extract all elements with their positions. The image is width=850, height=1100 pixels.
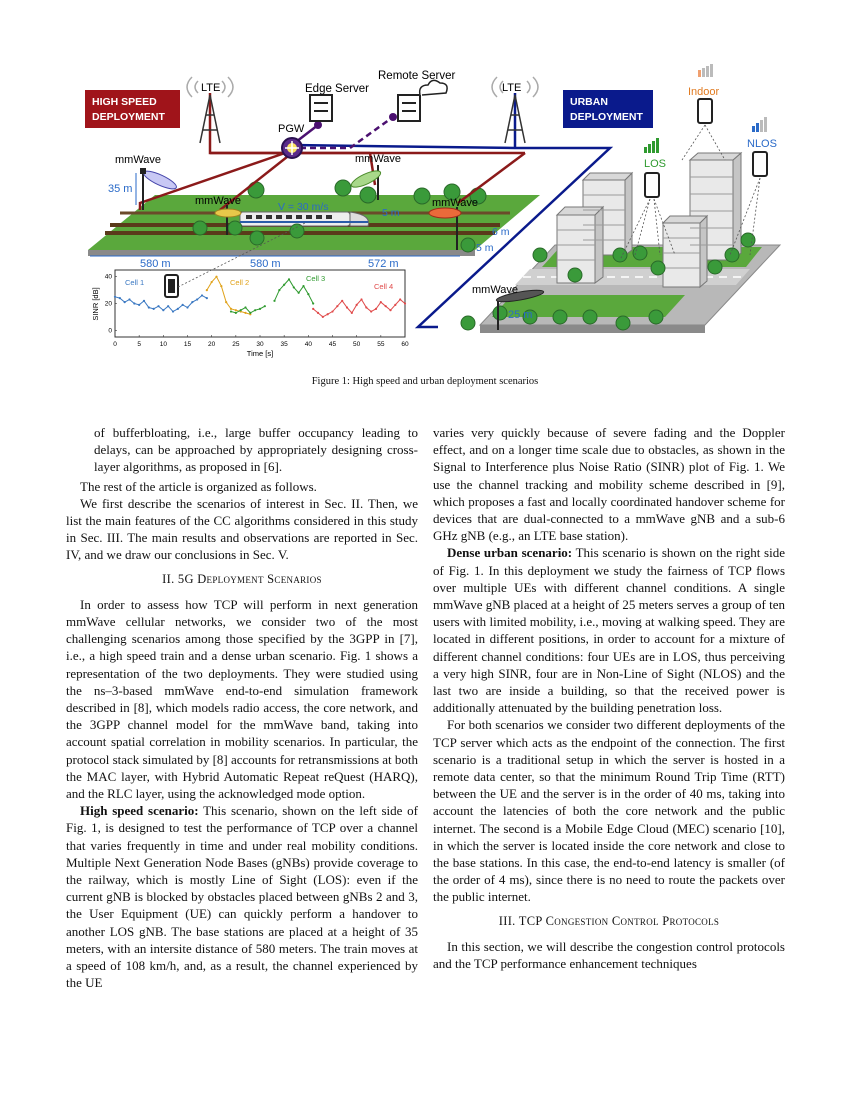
paragraph: In this section, we will describe the congestion control protocols and the TCP performance enhancement techniques [433,938,785,972]
lte-label-left: LTE [201,82,221,94]
edge-node [314,121,322,129]
x-tick-label: 20 [208,341,216,348]
plot-frame [115,270,405,337]
data-point [172,310,174,312]
x-tick-label: 50 [353,341,361,348]
height-35-label: 35 m [108,183,133,195]
x-tick-label: 25 [232,341,240,348]
data-point [389,309,391,311]
paragraph: The rest of the article is organized as follows. [80,478,317,494]
data-point [336,305,338,307]
data-point [182,304,184,306]
paragraph: varies very quickly because of severe fading and the Doppler effect, and on a longer time scale due to obstacles, as shown in the Signal to Interference plus Noise Ratio (SINR) plot of Fig. 1. We use the channel tracking and mobility scheme described in [9], which proposes a fast and locally coordinated handover scheme for devices that are dual-connected to a mmWave gNB and a sub-6 GHz gNB (e.g., an LTE base station). [433,425,785,544]
mmwave-label-4: mmWave [432,197,479,209]
figure-caption: Figure 1: High speed and urban deployment scenarios [311,376,539,387]
data-point [191,301,193,303]
mmwave-label-3: mmWave [355,153,402,165]
data-point [186,306,188,308]
paragraph-high-speed: High speed scenario: This scenario, shown on the left side of Fig. 1, is designed to test the performance of TCP over a channel that varies frequently in time and under real mobility conditions. Multiple Next Generation Node Bases (gNBs) provide coverage to the railway, which is mostly Line of Sight (LOS): even if the current gNB is blocked by obstacles placed between gNBs 2 and 3, the User Equipment (UE) can quickly perform a handover to another LOS gNB. The base stations are placed at a height of 35 meters, with an intersite distance of 580 meters. The train moves at a speed of 108 km/h, and, as a result, the channel experienced by the UE [66,803,418,991]
pgw [282,138,302,158]
data-point [365,306,367,308]
data-point [259,308,261,310]
data-point [298,292,300,294]
paragraph: We first describe the scenarios of interest in Sec. II. Then, we list the main features of the CC algorithms considered in this study in Sec. III. The main results and observations are reported in Sec. IV, and we draw our conclusions in Sec. V. [66,495,418,563]
speed-label: V = 30 m/s [278,201,329,213]
data-point [133,302,135,304]
data-point [322,316,324,318]
railway-ground-edge [88,250,475,256]
data-point [230,308,232,310]
x-tick-label: 45 [328,341,337,348]
data-point [235,309,237,311]
data-point [385,305,387,307]
data-point [370,310,372,312]
dist-5-label: 5 m [382,207,400,219]
data-point [312,302,314,304]
data-point [201,294,203,296]
cell-1-label: Cell 1 [125,278,145,287]
paragraph: For both scenarios we consider two different deployments of the TCP server which acts as the endpoint of the connection. The first scenario is a traditional setup in which the server is hosted in a remote data center, so that the minimum Round Trip Time (RTT) between the UE and the server is in the order of 40 ms, taking into account the latencies of both the core network and the public internet. The second is a Mobile Edge Cloud (MEC) scenario [10], in which the server is located inside the core network and close to the base stations. In this case, the end-to-end latency is smaller (of the order of 4 ms), since there is no need to route the packets over the public internet. [433,717,785,905]
data-point [153,308,155,310]
mmwave-label-2: mmWave [195,195,242,207]
section-heading-2: II. 5G Deployment Scenarios [162,571,322,586]
train [240,212,369,226]
x-tick-label: 10 [159,341,167,348]
data-point [302,285,304,287]
section-heading-3: III. TCP Congestion Control Protocols [498,913,720,928]
data-point [273,300,275,302]
los-label: LOS [644,158,667,170]
remote-server-label: Remote Server [378,70,456,82]
data-point [206,297,208,299]
left-column [66,424,418,992]
data-point [235,312,237,314]
data-point [312,308,314,310]
data-point [351,312,353,314]
data-point [244,312,246,314]
dist-580b-label: 580 m [250,258,281,270]
x-axis-label: Time [s] [246,349,274,358]
nlos-label: NLOS [747,138,777,150]
data-point [380,301,382,303]
data-point [148,306,150,308]
urban-box [563,90,653,128]
data-point [399,298,401,300]
data-point [114,296,116,298]
data-point [240,309,242,311]
x-tick-label: 60 [401,341,409,348]
x-tick-label: 55 [377,341,385,348]
data-point [138,304,140,306]
data-point [341,300,343,302]
right-column [433,424,785,972]
edge-server-icon [310,95,332,121]
data-point [220,285,222,287]
data-point [331,310,333,312]
y-tick-label: 20 [104,300,112,308]
x-tick-label: 35 [280,341,288,348]
bold-lead: Dense urban scenario: [447,545,573,561]
height-25-label: 25 m [508,309,533,321]
x-tick-label: 5 [137,341,141,348]
data-point [317,312,319,314]
high-speed-box [85,90,180,128]
x-tick-label: 0 [113,341,117,348]
dist-5b-label: 5 m [476,242,494,254]
data-point [254,309,256,311]
paragraph: In order to assess how TCP will perform in next generation mmWave cellular networks, we consider two of the most challenging scenarios among those specified by the 3GPP in [7], i.e., a high speed train and a dense urban scenario. Fig. 1 shows a representation of the two deployments. They were studied using the ns–3-based mmWave end-to-end simulation framework described in [8], which models radio access, the core network, and the 3GPP channel model for the mmWave band, taking into account spatial correlation in mobility scenarios. In particular, the protocol stack simulated by [8] accounts for retransmissions at both the MAC layer, with Hybrid Automatic Repeat reQuest (HARQ), and the RLC layer, using the acknowledged mode option. [66,596,419,802]
dist-580a-label: 580 m [140,258,171,270]
data-point [143,300,145,302]
y-tick-label: 40 [104,273,112,281]
urban-ground-edge [480,325,705,333]
data-point [119,297,121,299]
y-axis-label: SINR [dB] [91,287,100,321]
lte-label-right: LTE [502,82,522,94]
pgw-label: PGW [278,123,305,135]
data-point [394,304,396,306]
data-point [356,304,358,306]
data-point [360,298,362,300]
dist-572-label: 572 m [368,258,399,270]
data-point [307,293,309,295]
data-point [157,305,159,307]
data-point [162,309,164,311]
edge-server-label: Edge Server [305,83,369,95]
paragraph-dense-urban: Dense urban scenario: This scenario is shown on the right side of Fig. 1. In this deployment we study the fairness of TCP flows over multiple UEs with different channel conditions. A single mmWave gNB placed at a height of 25 meters serves a group of ten users with limited mobility, i.e., moving at walking speed. They are located in different positions, in order to account for a mixture of different channel conditions: four UEs are in LOS, thus perceiving a very high SINR, four are in Non-Line of Sight (NLOS) and the last two are inside a building, so that the received power is additionally attenuated by the building penetration loss. [433,545,785,716]
data-point [206,289,208,291]
data-point [177,308,179,310]
data-point [249,312,251,314]
x-tick-label: 40 [304,341,312,348]
x-tick-label: 30 [256,341,264,348]
data-point [346,306,348,308]
cell-4-label: Cell 4 [374,282,394,291]
figure-1 [60,55,790,360]
remote-node [389,113,397,121]
data-point [124,301,126,303]
paragraph: of bufferbloating, i.e., large buffer occupancy leading to delays, can be approached by appropriately designing cross-layer algorithms, as proposed in [6]. [94,425,418,475]
data-point [211,281,213,283]
mmwave-label-1: mmWave [115,154,162,166]
bold-lead: High speed scenario: [80,803,199,819]
svg-text:DEPLOYMENT: DEPLOYMENT [570,111,643,123]
data-point [327,313,329,315]
data-point [283,284,285,286]
data-point [404,302,406,304]
data-point [244,306,246,308]
y-tick-label: 0 [108,327,112,335]
cell-2-label: Cell 2 [230,278,250,287]
data-point [278,289,280,291]
data-point [375,308,377,310]
data-point [196,298,198,300]
remote-server-icon [398,80,447,121]
data-point [288,278,290,280]
data-point [293,286,295,288]
cell-3-label: Cell 3 [306,274,326,283]
data-point [167,305,169,307]
svg-text:DEPLOYMENT: DEPLOYMENT [92,111,165,123]
data-point [230,310,232,312]
indoor-label: Indoor [688,86,720,98]
server-links [292,117,393,148]
data-point [225,301,227,303]
deployment-diagram [60,55,790,360]
data-point [264,305,266,307]
svg-text:URBAN: URBAN [570,96,608,108]
data-point [128,298,130,300]
dist-6-label: 6 m [492,226,510,238]
x-tick-label: 15 [183,341,192,348]
svg-text:HIGH SPEED: HIGH SPEED [92,96,157,108]
data-point [215,276,217,278]
mmwave-label-urban: mmWave [472,284,519,296]
